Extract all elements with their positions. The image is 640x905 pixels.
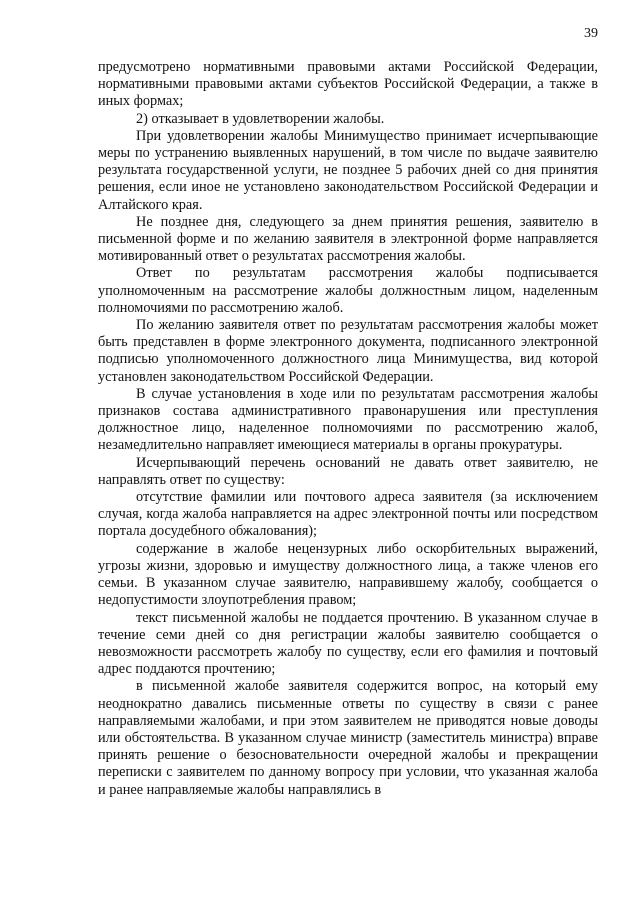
paragraph-electronic-response: По желанию заявителя ответ по результатам рассмотрения жалобы может быть представлен в форме электронного документа, подписанного электронной подписью уполномоченного должностного лица Минимущества, вид которой установлен законодательством Российской Федерации.	[98, 317, 598, 385]
paragraph-ground-repeated-question: в письменной жалобе заявителя содержится вопрос, на который ему неоднократно давались письменные ответы по существу в связи с ранее направляемыми жалобами, и при этом заявителем не приводятся новые доводы или обстоятельства. В указанном случае министр (заместитель министра) вправе принять решение о безосновательности очередной жалобы и прекращении переписки с заявителем по данному вопросу при условии, что указанная жалоба и ранее направляемые жалобы направлялись в	[98, 678, 598, 798]
paragraph-response-deadline: Не позднее дня, следующего за днем принятия решения, заявителю в письменной форме и по желанию заявителя в электронной форме направляется мотивированный ответ о результатах рассмотрения жалобы.	[98, 213, 598, 265]
paragraph-ground-illegible-text: текст письменной жалобы не поддается прочтению. В указанном случае в течение семи дней со дня регистрации жалобы заявителю сообщается о невозможности рассмотреть жалобу по существу, если его фамилия и почтовый адрес поддаются прочтению;	[98, 609, 598, 678]
paragraph-continuation: предусмотрено нормативными правовыми актами Российской Федерации, нормативными правовыми актами субъектов Российской Федерации, а также в иных формах;	[98, 59, 598, 110]
paragraph-satisfaction-measures: При удовлетворении жалобы Минимущество принимает исчерпывающие меры по устранению выявленных нарушений, в том числе по выдаче заявителю результата государственной услуги, не позднее 5 рабочих дней со дня принятия решения, если иное не установлено законодательством Российской Федерации и Алтайского края.	[98, 127, 598, 213]
paragraph-refusal-item: 2) отказывает в удовлетворении жалобы.	[136, 110, 385, 127]
paragraph-ground-missing-address: отсутствие фамилии или почтового адреса заявителя (за исключением случая, когда жалоба направляется на адрес электронной почты или посредством портала досудебного обжалования);	[98, 489, 598, 540]
paragraph-response-signature: Ответ по результатам рассмотрения жалобы подписывается уполномоченным на рассмотрение жалобы должностным лицом, наделенным полномочиями по рассмотрению жалоб.	[98, 265, 598, 316]
page-number: 39	[584, 26, 598, 41]
paragraph-ground-offensive-language: содержание в жалобе нецензурных либо оскорбительных выражений, угрозы жизни, здоровью и имуществу должностного лица, а также членов его семьи. В указанном случае заявителю, направившему жалобу, сообщается о недопустимости злоупотребления правом;	[98, 540, 598, 609]
document-body	[98, 59, 598, 799]
paragraph-grounds-intro: Исчерпывающий перечень оснований не давать ответ заявителю, не направлять ответ по существу:	[98, 454, 598, 488]
paragraph-prosecution-referral: В случае установления в ходе или по результатам рассмотрения жалобы признаков состава административного правонарушения или преступления должностное лицо, наделенное полномочиями по рассмотрению жалоб, незамедлительно направляет имеющиеся материалы в органы прокуратуры.	[98, 385, 598, 454]
